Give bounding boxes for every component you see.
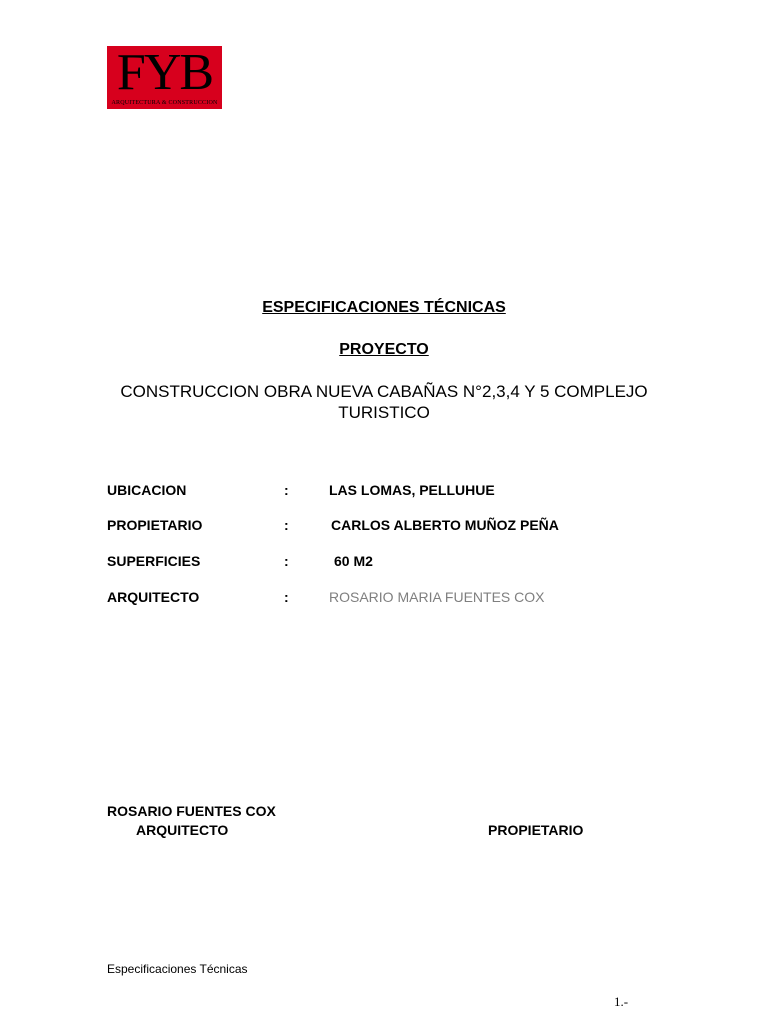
logo-subtitle: ARQUITECTURA & CONSTRUCCION	[111, 100, 218, 106]
project-name-line2: TURISTICO	[338, 403, 430, 422]
detail-value: CARLOS ALBERTO MUÑOZ PEÑA	[331, 517, 559, 533]
detail-value: ROSARIO MARIA FUENTES COX	[329, 589, 545, 605]
detail-label: UBICACION	[107, 482, 187, 498]
footer-document-name: Especificaciones Técnicas	[107, 962, 248, 976]
detail-separator: :	[284, 517, 289, 533]
document-title: ESPECIFICACIONES TÉCNICAS	[262, 299, 506, 316]
section-heading: PROYECTO	[339, 341, 429, 358]
detail-label: PROPIETARIO	[107, 517, 203, 533]
detail-value: LAS LOMAS, PELLUHUE	[329, 482, 495, 498]
detail-label: SUPERFICIES	[107, 553, 201, 569]
owner-signature-role: PROPIETARIO	[488, 822, 584, 838]
project-name	[0, 381, 768, 423]
page-number: 1.-	[614, 994, 629, 1009]
architect-signature-role: ARQUITECTO	[136, 822, 229, 838]
company-logo	[107, 46, 222, 109]
logo-mark: FYB	[116, 46, 213, 101]
detail-separator: :	[284, 482, 289, 498]
detail-label: ARQUITECTO	[107, 589, 200, 605]
detail-separator: :	[284, 589, 289, 605]
detail-separator: :	[284, 553, 289, 569]
project-name-line1: CONSTRUCCION OBRA NUEVA CABAÑAS N°2,3,4 Y 5 COMPLEJO	[120, 382, 648, 401]
detail-value: 60 M2	[334, 553, 373, 569]
architect-signature-name: ROSARIO FUENTES COX	[107, 803, 276, 819]
